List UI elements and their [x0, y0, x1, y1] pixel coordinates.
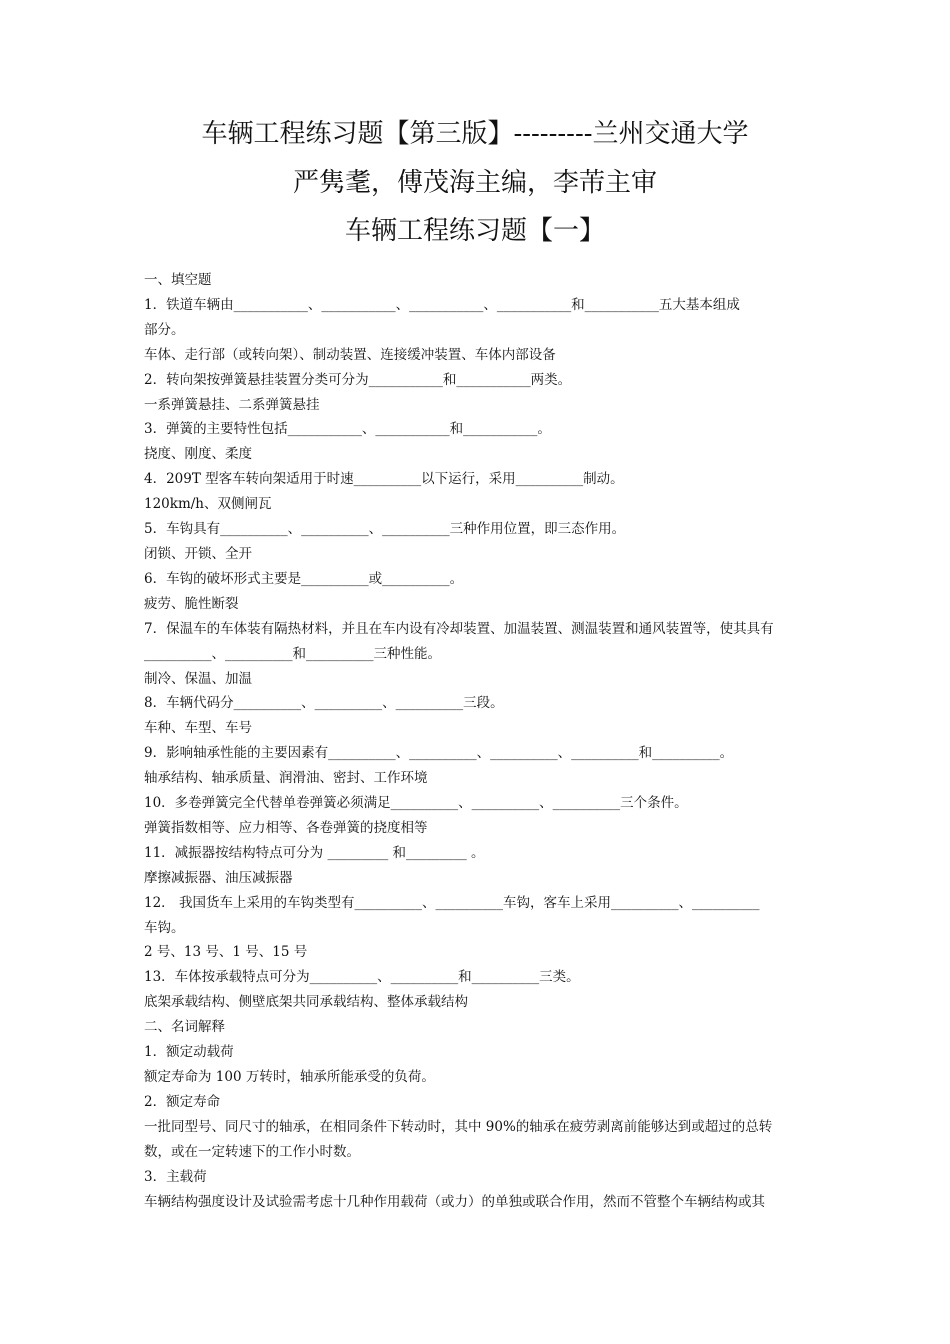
text-line: 底架承载结构、侧壁底架共同承载结构、整体承载结构 — [144, 994, 468, 1011]
text-line: 10．多卷弹簧完全代替单卷弹簧必须满足__________、__________、__________三个条件。 — [144, 795, 688, 812]
text-line: 车体、走行部（或转向架）、制动装置、连接缓冲装置、车体内部设备 — [144, 346, 556, 363]
text-line: 8．车辆代码分__________、__________、__________三段。 — [144, 695, 504, 712]
text-line: 120km/h、双侧闸瓦 — [144, 496, 272, 513]
text-line: 数，或在一定转速下的工作小时数。 — [144, 1143, 360, 1160]
text-line: 轴承结构、轴承质量、润滑油、密封、工作环境 — [144, 770, 428, 787]
text-line: 1．额定动载荷 — [144, 1044, 234, 1061]
text-line: 车钩。 — [144, 919, 185, 936]
text-line: 2．额定寿命 — [144, 1093, 221, 1110]
document-title: 车辆工程练习题【第三版】---------兰州交通大学 — [201, 119, 749, 149]
text-line: 13．车体按承载特点可分为__________、__________和__________三类。 — [144, 969, 580, 986]
text-line: 二、名词解释 — [144, 1019, 225, 1036]
text-line: 摩擦减振器、油压减振器 — [144, 869, 293, 886]
text-line: 9．影响轴承性能的主要因素有__________、__________、__________、__________和__________。 — [144, 745, 734, 762]
text-line: 闭锁、开锁、全开 — [144, 545, 252, 562]
text-line: __________、__________和__________三种性能。 — [144, 645, 441, 662]
text-line: 5．车钩具有__________、__________、__________三种作用位置，即三态作用。 — [144, 521, 626, 538]
text-line: 2．转向架按弹簧悬挂装置分类可分为___________和___________两类。 — [144, 371, 572, 388]
text-line: 3．弹簧的主要特性包括___________、___________和___________。 — [144, 421, 551, 438]
text-line: 挠度、刚度、柔度 — [144, 446, 252, 463]
text-line: 7．保温车的车体装有隔热材料，并且在车内设有冷却装置、加温装置、测温装置和通风装置等，使其具有 — [144, 620, 774, 637]
text-line: 一系弹簧悬挂、二系弹簧悬挂 — [144, 396, 320, 413]
text-line: 制冷、保温、加温 — [144, 670, 252, 687]
text-line: 弹簧指数相等、应力相等、各卷弹簧的挠度相等 — [144, 819, 428, 836]
document-body — [144, 268, 808, 1214]
section-title: 车辆工程练习题【一】 — [344, 216, 605, 246]
text-line: 11．减振器按结构特点可分为 _________ 和_________ 。 — [144, 844, 485, 861]
text-line: 一批同型号、同尺寸的轴承，在相同条件下转动时，其中 90%的轴承在疲劳剥离前能够达到或超过的总转 — [144, 1118, 773, 1135]
text-line: 部分。 — [144, 321, 185, 338]
text-line: 一、填空题 — [144, 272, 212, 288]
text-line: 车辆结构强度设计及试验需考虑十几种作用载荷（或力）的单独或联合作用，然而不管整个车辆结构或其 — [144, 1193, 765, 1210]
text-line: 4．209T 型客车转向架适用于时速__________以下运行，采用__________制动。 — [144, 471, 624, 488]
text-line: 车种、车型、车号 — [144, 720, 252, 737]
text-line: 1．铁道车辆由___________、___________、___________、___________和___________五大基本组成 — [144, 296, 740, 313]
text-line: 6．车钩的破坏形式主要是__________或__________。 — [144, 570, 464, 587]
text-line: 12． 我国货车上采用的车钩类型有__________、__________车钩，客车上采用__________、__________ — [144, 894, 760, 911]
document-authors: 严隽耄，傅茂海主编，李芾主审 — [292, 168, 657, 198]
text-line: 2 号、13 号、1 号、15 号 — [144, 944, 308, 961]
text-line: 额定寿命为 100 万转时，轴承所能承受的负荷。 — [144, 1069, 435, 1085]
text-line: 疲劳、脆性断裂 — [144, 595, 239, 612]
text-line: 3．主载荷 — [144, 1168, 207, 1185]
